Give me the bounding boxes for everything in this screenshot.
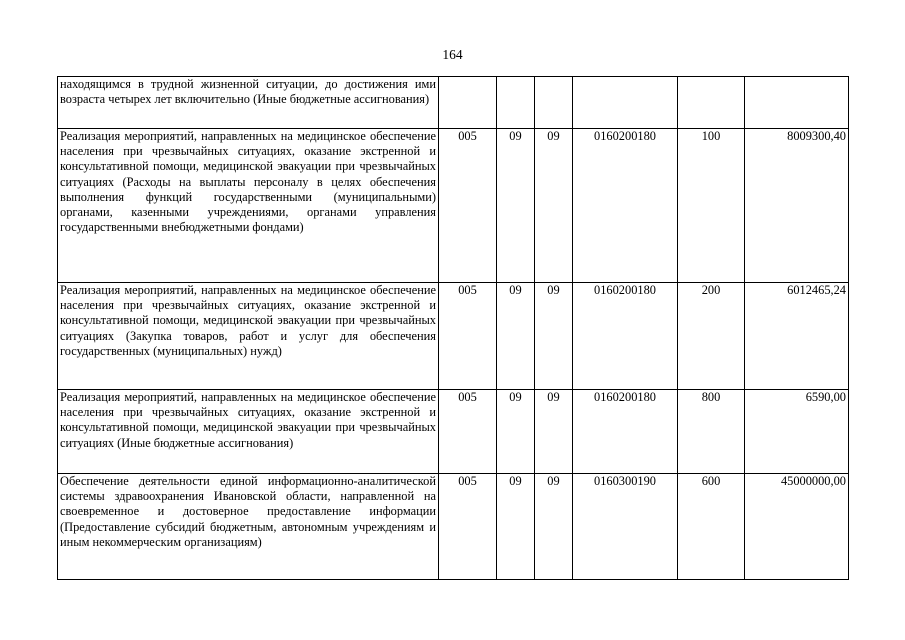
subsection-cell: 09 (535, 390, 573, 474)
section-cell: 09 (497, 283, 535, 390)
target-article-cell: 0160200180 (573, 390, 678, 474)
amount-cell (745, 77, 849, 129)
table-row (58, 474, 849, 580)
admin-code-cell: 005 (439, 283, 497, 390)
row-description: Реализация мероприятий, направленных на медицинское обеспечение населения при чрезвычайных ситуациях, оказание экстренной и консультативной помощи, медицинской эвакуации при чрезвычайных ситуациях (Расходы на выплаты персоналу в целях обеспечения выполнения функций государственными (муниципальными) органами, казенными учреждениями, органами управления государственными внебюджетными фондами) (58, 129, 439, 283)
target-article-cell: 0160200180 (573, 129, 678, 283)
table-row (58, 283, 849, 390)
expense-type-cell: 100 (678, 129, 745, 283)
expense-type-cell: 600 (678, 474, 745, 580)
expense-type-cell: 200 (678, 283, 745, 390)
subsection-cell (535, 77, 573, 129)
section-cell: 09 (497, 390, 535, 474)
subsection-cell: 09 (535, 474, 573, 580)
target-article-cell: 0160300190 (573, 474, 678, 580)
subsection-cell: 09 (535, 129, 573, 283)
target-article-cell (573, 77, 678, 129)
table-row (58, 129, 849, 283)
admin-code-cell: 005 (439, 129, 497, 283)
table-row (58, 390, 849, 474)
table-row (58, 77, 849, 129)
admin-code-cell: 005 (439, 474, 497, 580)
amount-cell: 6590,00 (745, 390, 849, 474)
row-description: Реализация мероприятий, направленных на медицинское обеспечение населения при чрезвычайных ситуациях, оказание экстренной и консультативной помощи, медицинской эвакуации при чрезвычайных ситуациях (Закупка товаров, работ и услуг для обеспечения государственных (муниципальных) нужд) (58, 283, 439, 390)
amount-cell: 8009300,40 (745, 129, 849, 283)
section-cell (497, 77, 535, 129)
page-number: 164 (442, 47, 463, 62)
expense-type-cell (678, 77, 745, 129)
row-description: Обеспечение деятельности единой информационно-аналитической системы здравоохранения Ивановской области, направленной на своевременное и достоверное предоставление информации (Предоставление субсидий бюджетным, автономным учреждениям и иным некоммерческим организациям) (58, 474, 439, 580)
section-cell: 09 (497, 129, 535, 283)
section-cell: 09 (497, 474, 535, 580)
admin-code-cell: 005 (439, 390, 497, 474)
admin-code-cell (439, 77, 497, 129)
amount-cell: 6012465,24 (745, 283, 849, 390)
target-article-cell: 0160200180 (573, 283, 678, 390)
row-description: находящимся в трудной жизненной ситуации, до достижения ими возраста четырех лет включительно (Иные бюджетные ассигнования) (58, 77, 439, 129)
expense-type-cell: 800 (678, 390, 745, 474)
subsection-cell: 09 (535, 283, 573, 390)
row-description: Реализация мероприятий, направленных на медицинское обеспечение населения при чрезвычайных ситуациях, оказание экстренной и консультативной помощи, медицинской эвакуации при чрезвычайных ситуациях (Иные бюджетные ассигнования) (58, 390, 439, 474)
budget-table (57, 76, 849, 580)
amount-cell: 45000000,00 (745, 474, 849, 580)
